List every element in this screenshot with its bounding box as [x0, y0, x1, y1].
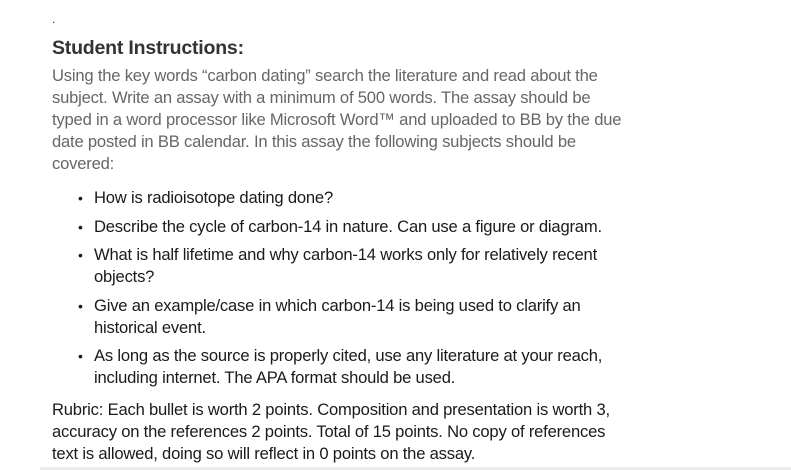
list-item: • How is radioisotope dating done?	[94, 187, 632, 209]
instructions-content	[52, 36, 632, 465]
list-item: • As long as the source is properly cited, use any literature at your reach, including internet. The APA format should be used.	[94, 345, 632, 389]
subjects-list	[52, 187, 632, 389]
list-item: • Give an example/case in which carbon-14 is being used to clarify an historical event.	[94, 295, 632, 339]
rubric-paragraph: Rubric: Each bullet is worth 2 points. Composition and presentation is worth 3, accuracy on the references 2 points. Total of 15 points. No copy of references text is allowed, doing so will reflect in 0 points on the assay.	[52, 400, 610, 463]
intro-paragraph: Using the key words “carbon dating” search the literature and read about the subject. Write an assay with a minimum of 500 words. The assay should be typed in a word processor like Microsoft Word™ and uploaded to BB by the due date posted in BB calendar. In this assay the following subjects should be covered:	[52, 66, 622, 173]
page-title: Student Instructions:	[52, 37, 244, 59]
list-item: • What is half lifetime and why carbon-14 works only for relatively recent objects?	[94, 244, 632, 288]
stray-dot: .	[52, 12, 56, 26]
list-item: • Describe the cycle of carbon-14 in nature. Can use a figure or diagram.	[94, 216, 632, 238]
